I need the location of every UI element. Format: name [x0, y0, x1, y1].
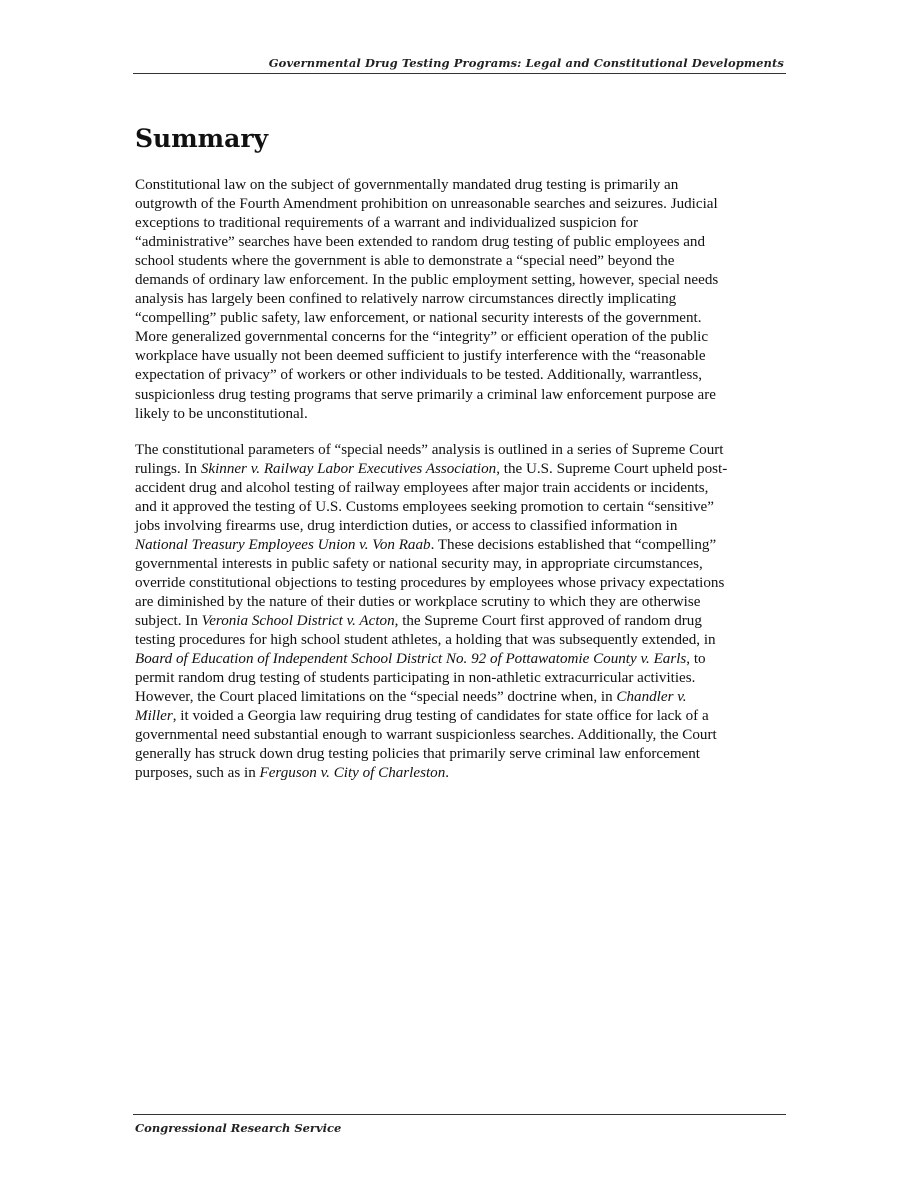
text-line: testing procedures for high school student athletes, a holding that was subsequently extended, in: [135, 632, 716, 649]
text-line: “administrative” searches have been extended to random drug testing of public employees and: [135, 234, 706, 251]
text-line: are diminished by the nature of their duties or workplace scrutiny to which they are otherwise: [135, 593, 701, 610]
body-text: [135, 176, 790, 800]
running-title: Governmental Drug Testing Programs: Legal and Constitutional Developments: [268, 56, 784, 70]
text-run: However, the Court placed limitations on the “special needs” doctrine when, in: [135, 689, 617, 706]
text-run: , the U.S. Supreme Court upheld post-: [496, 460, 728, 477]
text-line: and it approved the testing of U.S. Customs employees seeking promotion to certain “sensitive”: [135, 498, 714, 515]
text-line: expectation of privacy” of workers or other individuals to be tested. Additionally, warrantless,: [135, 367, 702, 384]
text-run: , to: [686, 651, 706, 668]
text-run: subject. In: [135, 613, 202, 630]
case-name: Veronia School District v. Acton: [201, 613, 395, 630]
case-name: Ferguson v. City of Charleston: [259, 765, 446, 782]
text-line: likely to be unconstitutional.: [135, 405, 308, 422]
text-run: .: [445, 765, 450, 782]
section-title: Summary: [135, 124, 269, 153]
text-line: exceptions to traditional requirements of a warrant and individualized suspicion for: [135, 215, 638, 232]
text-line: [135, 707, 790, 726]
text-line: [135, 650, 790, 669]
paragraph-1: [135, 176, 790, 424]
text-run: . These decisions established that “compelling”: [430, 536, 717, 553]
text-run: rulings. In: [135, 460, 201, 477]
text-line: “compelling” public safety, law enforcement, or national security interests of the government.: [135, 310, 702, 327]
text-run: purposes, such as in: [135, 765, 260, 782]
page-header: [133, 50, 786, 74]
case-name: Chandler v.: [616, 689, 687, 706]
text-line: Constitutional law on the subject of governmentally mandated drug testing is primarily an: [135, 177, 679, 193]
case-name: Miller: [135, 708, 173, 725]
text-line: [135, 764, 790, 783]
case-name: Skinner v. Railway Labor Executives Association: [200, 460, 497, 477]
text-line: [135, 460, 790, 479]
text-line: school students where the government is able to demonstrate a “special need” beyond the: [135, 253, 675, 270]
text-line: The constitutional parameters of “special needs” analysis is outlined in a series of Supreme Court: [135, 441, 724, 458]
text-line: demands of ordinary law enforcement. In the public employment setting, however, special needs: [135, 272, 719, 289]
text-line: workplace have usually not been deemed sufficient to justify interference with the “reasonable: [135, 348, 706, 365]
text-line: jobs involving firearms use, drug interdiction duties, or access to classified information in: [135, 517, 678, 534]
text-line: suspicionless drug testing programs that serve primarily a criminal law enforcement purpose are: [135, 386, 716, 403]
text-line: permit random drug testing of students participating in non-athletic extracurricular activities.: [135, 670, 696, 687]
text-line: governmental interests in public safety or national security may, in appropriate circumstances,: [135, 555, 703, 572]
page-footer: [133, 1114, 786, 1135]
text-line: [135, 688, 790, 707]
text-line: More generalized governmental concerns for the “integrity” or efficient operation of the public: [135, 329, 709, 346]
text-line: generally has struck down drug testing policies that primarily serve criminal law enforcement: [135, 746, 700, 763]
paragraph-2: [135, 441, 790, 784]
case-name: Board of Education of Independent School District No. 92 of Pottawatomie County v. Earls: [135, 651, 687, 668]
text-line: override constitutional objections to testing procedures by employees whose privacy expectations: [135, 574, 725, 591]
text-run: , the Supreme Court first approved of random drug: [394, 613, 702, 630]
text-line: accident drug and alcohol testing of railway employees after major train accidents or incidents,: [135, 479, 709, 496]
publisher-name: Congressional Research Service: [135, 1121, 342, 1135]
text-line: governmental need substantial enough to warrant suspicionless searches. Additionally, the Court: [135, 727, 717, 744]
text-line: [135, 536, 790, 555]
text-line: analysis has largely been confined to relatively narrow circumstances directly implicating: [135, 291, 677, 308]
text-line: [135, 612, 790, 631]
text-line: outgrowth of the Fourth Amendment prohibition on unreasonable searches and seizures. Judicial: [135, 196, 718, 213]
case-name: National Treasury Employees Union v. Von Raab: [135, 536, 431, 553]
text-run: , it voided a Georgia law requiring drug testing of candidates for state office for lack of a: [172, 708, 709, 725]
